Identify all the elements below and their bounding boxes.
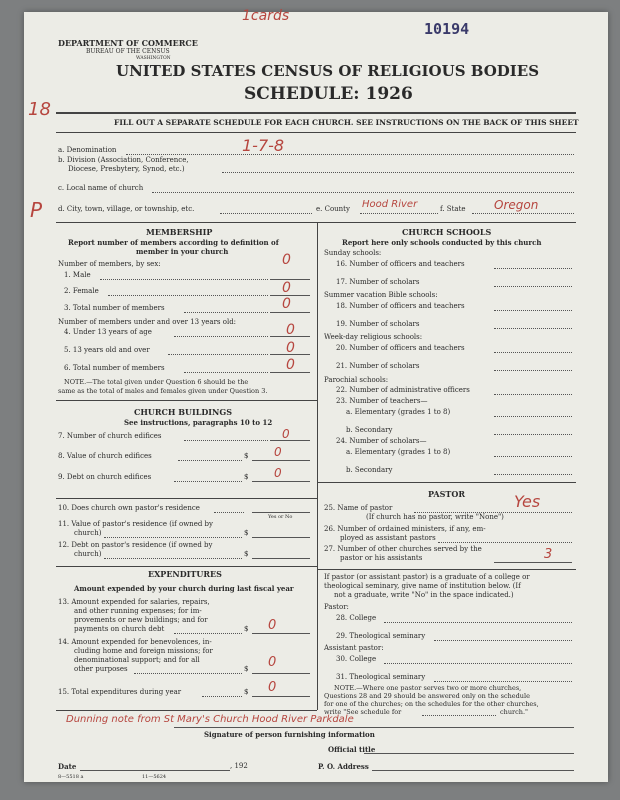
owns-residence-label: 10. Does church own pastor's residence — [58, 504, 200, 512]
membership-note-1: NOTE.—The total given under Question 6 should be the — [64, 378, 249, 386]
edifices-value-value: 0 — [274, 445, 282, 459]
residence-debt-label: 12. Debt on pastor's residence (if owned by — [58, 541, 213, 549]
po-address-label: P. O. Address — [318, 762, 369, 771]
division-line — [222, 172, 574, 173]
total-members-answer-line — [270, 312, 310, 313]
state-line — [472, 213, 574, 214]
edifices-debt-value: 0 — [274, 466, 282, 480]
benevolences-label-1: 14. Amount expended for benevolences, in- — [58, 638, 212, 646]
denomination-handwritten: 1-7-8 — [242, 136, 285, 155]
q20-label: 20. Number of officers and teachers — [336, 344, 465, 352]
benevolences-dollar: $ — [244, 665, 249, 673]
other-churches-label-1: 27. Number of other churches served by the — [324, 545, 482, 553]
q30-line — [384, 663, 572, 664]
q20-line — [494, 352, 572, 353]
membership-sub-2: member in your church — [136, 247, 229, 256]
other-churches-label-2: pastor or his assistants — [340, 554, 423, 562]
header-rule-top — [56, 112, 576, 114]
po-address-line — [372, 770, 574, 771]
total-expenditures-dots — [202, 696, 242, 697]
signature-label: Signature of person furnishing information — [204, 730, 375, 739]
pastor-note-4: write "See schedule for — [324, 708, 402, 716]
summer-schools-label: Summer vacation Bible schools: — [324, 291, 438, 299]
handwritten-margin-number: 18 — [28, 99, 51, 120]
city-name: WASHINGTON — [136, 56, 171, 61]
q17-label: 17. Number of scholars — [336, 278, 420, 286]
running-expenses-dots — [174, 633, 242, 634]
local-name-line — [152, 192, 574, 193]
total-by-age-label: 6. Total number of members — [64, 364, 165, 372]
form-code-1: 8—5518 a — [58, 774, 84, 780]
pastor-note-3: for one of the churches; on the schedules for the other churches, — [324, 700, 539, 708]
over-13-value: 0 — [286, 340, 295, 356]
under-13-label: 4. Under 13 years of age — [64, 328, 152, 336]
division-label-2: Diocese, Presbytery, Synod, etc.) — [68, 165, 185, 173]
edifices-debt-dollar: $ — [244, 473, 249, 481]
total-members-value: 0 — [282, 296, 291, 312]
membership-sub-1: Report number of members according to definition of — [68, 238, 279, 247]
pastor-heading: PASTOR — [428, 489, 465, 499]
benevolences-answer-line — [252, 673, 310, 674]
schools-heading: CHURCH SCHOOLS — [402, 227, 492, 237]
buildings-rule — [56, 498, 317, 499]
form-title: UNITED STATES CENSUS OF RELIGIOUS BODIES — [116, 62, 540, 80]
pastor-rule — [317, 569, 576, 570]
schools-sub: Report here only schools conducted by this church — [342, 238, 542, 247]
members-by-age-label: Number of members under and over 13 years old: — [58, 318, 237, 326]
q23b-label: b. Secondary — [346, 426, 393, 434]
ordained-ministers-line — [438, 542, 572, 543]
pastor-name-handwritten: Yes — [514, 492, 541, 511]
q31-label: 31. Theological seminary — [336, 673, 426, 681]
total-by-age-dots — [184, 372, 268, 373]
q28-label: 28. College — [336, 614, 377, 622]
total-expenditures-value: 0 — [268, 680, 277, 695]
owns-residence-dots — [214, 512, 244, 513]
q21-label: 21. Number of scholars — [336, 362, 420, 370]
ordained-ministers-label-2: ployed as assistant pastors — [340, 534, 436, 542]
expenditures-sub: Amount expended by your church during last fiscal year — [74, 584, 294, 593]
female-value: 0 — [282, 280, 291, 296]
residence-value-answer-line — [252, 537, 310, 538]
q16-label: 16. Number of officers and teachers — [336, 260, 465, 268]
edifices-count-answer-line — [270, 440, 310, 441]
total-expenditures-answer-line — [252, 696, 310, 697]
q17-line — [494, 286, 572, 287]
male-label: 1. Male — [64, 271, 91, 279]
form-code-2: 11—5624 — [142, 774, 167, 780]
sunday-schools-label: Sunday schools: — [324, 249, 382, 257]
state-handwritten: Oregon — [494, 198, 539, 212]
pastor-none-hint: (If church has no pastor, write "None") — [366, 513, 504, 521]
q18-label: 18. Number of officers and teachers — [336, 302, 465, 310]
graduate-instruction-3: not a graduate, write "No" in the space indicated.) — [334, 591, 514, 599]
q19-line — [494, 328, 572, 329]
q24a-line — [494, 456, 572, 457]
members-by-sex-label: Number of members, by sex: — [58, 260, 161, 268]
edifices-count-label: 7. Number of church edifices — [58, 432, 162, 440]
local-name-label: c. Local name of church — [58, 184, 144, 192]
running-expenses-dollar: $ — [244, 625, 249, 633]
q22-label: 22. Number of administrative officers — [336, 386, 470, 394]
residence-rule — [56, 566, 317, 567]
county-handwritten: Hood River — [362, 199, 418, 210]
q24-label: 24. Number of scholars— — [336, 437, 427, 445]
bureau-name: BUREAU OF THE CENSUS — [86, 48, 170, 55]
schedule-title: SCHEDULE: 1926 — [244, 84, 413, 104]
q23a-label: a. Elementary (grades 1 to 8) — [346, 408, 451, 416]
male-value: 0 — [282, 252, 291, 268]
buildings-sub: See instructions, paragraphs 10 to 12 — [124, 418, 273, 427]
over-13-label: 5. 13 years old and over — [64, 346, 150, 354]
q21-line — [494, 370, 572, 371]
total-expenditures-label: 15. Total expenditures during year — [58, 688, 182, 696]
official-title-label: Official title — [328, 745, 376, 754]
benevolences-value: 0 — [268, 655, 277, 670]
buildings-heading: CHURCH BUILDINGS — [134, 407, 232, 417]
residence-debt-dots — [104, 558, 242, 559]
benevolences-label-2: cluding home and foreign missions; for — [74, 647, 213, 655]
owns-residence-answer-line — [252, 512, 310, 513]
city-line — [220, 213, 312, 214]
department-name: DEPARTMENT OF COMMERCE — [58, 38, 198, 48]
edifices-count-value: 0 — [282, 427, 290, 441]
residence-debt-answer-line — [252, 558, 310, 559]
header-rule-bottom — [56, 132, 576, 133]
q24b-label: b. Secondary — [346, 466, 393, 474]
residence-debt-label-2: church) — [74, 550, 102, 558]
residence-value-label: 11. Value of pastor's residence (if owned by — [58, 520, 213, 528]
signature-line — [174, 727, 574, 728]
handwritten-cards-note: 1cards — [242, 8, 290, 24]
q24b-line — [494, 474, 572, 475]
membership-note-2: same as the total of males and females given under Question 3. — [58, 387, 268, 395]
membership-heading: MEMBERSHIP — [146, 227, 213, 237]
other-churches-line — [494, 562, 572, 563]
pastor-sub-label: Pastor: — [324, 603, 349, 611]
edifices-debt-label: 9. Debt on church edifices — [58, 473, 152, 481]
total-members-label: 3. Total number of members — [64, 304, 165, 312]
graduate-instruction-2: theological seminary, give name of institution below. (If — [324, 582, 521, 590]
county-label: e. County — [316, 205, 350, 213]
benevolences-dots — [134, 673, 242, 674]
city-label: d. City, town, village, or township, etc. — [58, 205, 195, 213]
running-expenses-label-2: and other running expenses; for im- — [74, 607, 202, 615]
total-by-age-value: 0 — [286, 357, 295, 373]
residence-debt-dollar: $ — [244, 550, 249, 558]
census-schedule-sheet — [24, 8, 608, 782]
handwritten-margin-letter: P — [30, 198, 43, 222]
q29-line — [434, 640, 572, 641]
edifices-debt-dots — [174, 481, 242, 482]
edifices-value-answer-line — [252, 460, 310, 461]
parochial-schools-label: Parochial schools: — [324, 376, 389, 384]
q23b-line — [494, 434, 572, 435]
total-members-dots — [184, 312, 268, 313]
benevolences-label-3: denominational support; and for all — [74, 656, 200, 664]
membership-rule — [56, 400, 317, 401]
signature-handwritten: Dunning note from St Mary's Church Hood River Parkdale — [66, 714, 354, 725]
q28-line — [384, 622, 572, 623]
edifices-value-label: 8. Value of church edifices — [58, 452, 152, 460]
ordained-ministers-label-1: 26. Number of ordained ministers, if any, em- — [324, 525, 486, 533]
division-label: b. Division (Association, Conference, — [58, 156, 189, 164]
under-13-value: 0 — [286, 322, 295, 338]
q18-line — [494, 310, 572, 311]
pastor-note-5: church." — [500, 708, 529, 716]
expenditures-heading: EXPENDITURES — [148, 569, 222, 579]
serial-number: 10194 — [424, 20, 470, 38]
q19-label: 19. Number of scholars — [336, 320, 420, 328]
pastor-note-2: Questions 28 and 29 should be answered only on the schedule — [324, 692, 530, 700]
weekday-schools-label: Week-day religious schools: — [324, 333, 423, 341]
instruction-banner: FILL OUT A SEPARATE SCHEDULE FOR EACH CHURCH. SEE INSTRUCTIONS ON THE BACK OF THIS SHEET — [114, 118, 579, 127]
benevolences-label-4: other purposes — [74, 665, 128, 673]
residence-value-dots — [104, 537, 242, 538]
state-label: f. State — [440, 205, 466, 213]
running-expenses-label-4: payments on church debt — [74, 625, 165, 633]
edifices-count-dots — [184, 440, 268, 441]
pastor-note-blank — [422, 715, 496, 716]
official-title-line — [364, 753, 574, 754]
pastor-note-1: NOTE.—Where one pastor serves two or more churches, — [334, 684, 522, 692]
residence-value-label-2: church) — [74, 529, 102, 537]
graduate-instruction-1: If pastor (or assistant pastor) is a graduate of a college or — [324, 573, 530, 581]
q23a-line — [494, 416, 572, 417]
female-dots — [108, 295, 268, 296]
yes-no-hint: Yes or No — [268, 514, 293, 520]
residence-value-dollar: $ — [244, 529, 249, 537]
q29-label: 29. Theological seminary — [336, 632, 426, 640]
date-label: Date — [58, 762, 77, 771]
running-expenses-value: 0 — [268, 618, 277, 633]
column-divider — [317, 222, 318, 710]
under-13-dots — [174, 336, 268, 337]
date-line — [80, 770, 230, 771]
edifices-debt-answer-line — [252, 481, 310, 482]
q24a-label: a. Elementary (grades 1 to 8) — [346, 448, 451, 456]
pastor-name-label: 25. Name of pastor — [324, 504, 393, 512]
other-churches-handwritten: 3 — [544, 547, 553, 562]
edifices-value-dollar: $ — [244, 452, 249, 460]
over-13-dots — [168, 354, 268, 355]
running-expenses-answer-line — [252, 633, 310, 634]
running-expenses-label-1: 13. Amount expended for salaries, repairs, — [58, 598, 210, 606]
denomination-label: a. Denomination — [58, 146, 117, 154]
total-expenditures-dollar: $ — [244, 688, 249, 696]
running-expenses-label-3: provements or new buildings; and for — [74, 616, 208, 624]
county-line — [360, 213, 438, 214]
denomination-line — [126, 154, 574, 155]
date-year: , 192 — [230, 762, 248, 770]
q31-line — [434, 681, 572, 682]
edifices-value-dots — [178, 460, 242, 461]
male-dots — [100, 279, 268, 280]
q22-line — [494, 394, 572, 395]
q16-line — [494, 268, 572, 269]
fields-rule — [56, 222, 576, 223]
schools-rule — [317, 482, 576, 483]
q30-label: 30. College — [336, 655, 377, 663]
q23-label: 23. Number of teachers— — [336, 397, 428, 405]
assistant-pastor-label: Assistant pastor: — [324, 644, 384, 652]
expenditures-rule — [56, 710, 317, 711]
female-label: 2. Female — [64, 287, 99, 295]
